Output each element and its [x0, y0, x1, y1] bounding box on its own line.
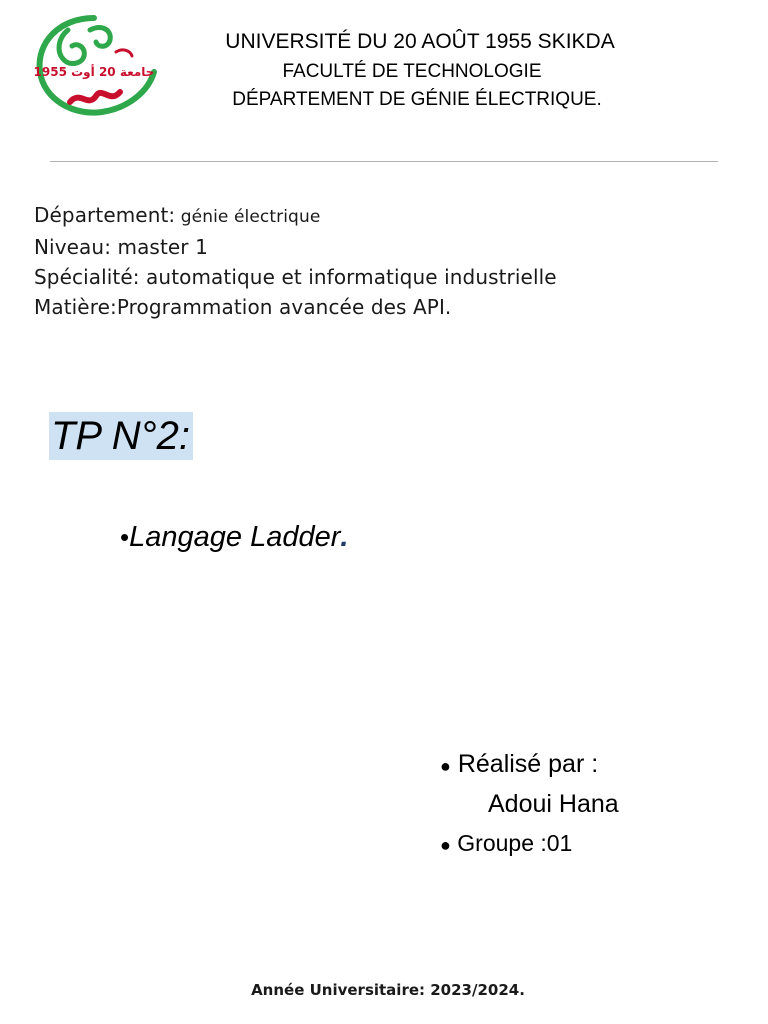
- header-divider: [50, 161, 718, 162]
- groupe-row: [440, 830, 572, 857]
- university-name: UNIVERSITÉ DU 20 AOÛT 1955 SKIKDA: [225, 30, 615, 53]
- niveau-line: Niveau: master 1: [34, 235, 208, 259]
- departement-label: Département:: [34, 203, 176, 227]
- subject-bullet: •: [120, 522, 130, 552]
- groupe-label: Groupe :01: [457, 830, 573, 856]
- faculty-name: FACULTÉ DE TECHNOLOGIE: [282, 61, 542, 82]
- course-info: [34, 200, 557, 322]
- tp-subject: [120, 518, 348, 556]
- departement-line: [34, 200, 557, 232]
- matiere-line: Matière:Programmation avancée des API.: [34, 295, 452, 319]
- logo-arabic-text: جامعة 20 أوت 1955: [33, 65, 155, 79]
- subject-text: Langage Ladder: [129, 521, 341, 553]
- departement-value: génie électrique: [175, 207, 321, 227]
- realise-par-row: [440, 750, 598, 779]
- subject-dot: .: [340, 521, 349, 553]
- department-name: DÉPARTEMENT DE GÉNIE ÉLECTRIQUE.: [232, 89, 602, 110]
- groupe-bullet: ●: [440, 835, 451, 855]
- specialite-line: Spécialité: automatique et informatique industrielle: [34, 265, 557, 289]
- academic-year: Année Universitaire: 2023/2024.: [251, 981, 525, 999]
- realise-bullet: ●: [440, 756, 451, 776]
- author-name: Adoui Hana: [488, 790, 619, 818]
- realise-label: Réalisé par :: [457, 750, 599, 778]
- tp-title: TP N°2:: [49, 412, 193, 460]
- university-logo: [30, 12, 158, 118]
